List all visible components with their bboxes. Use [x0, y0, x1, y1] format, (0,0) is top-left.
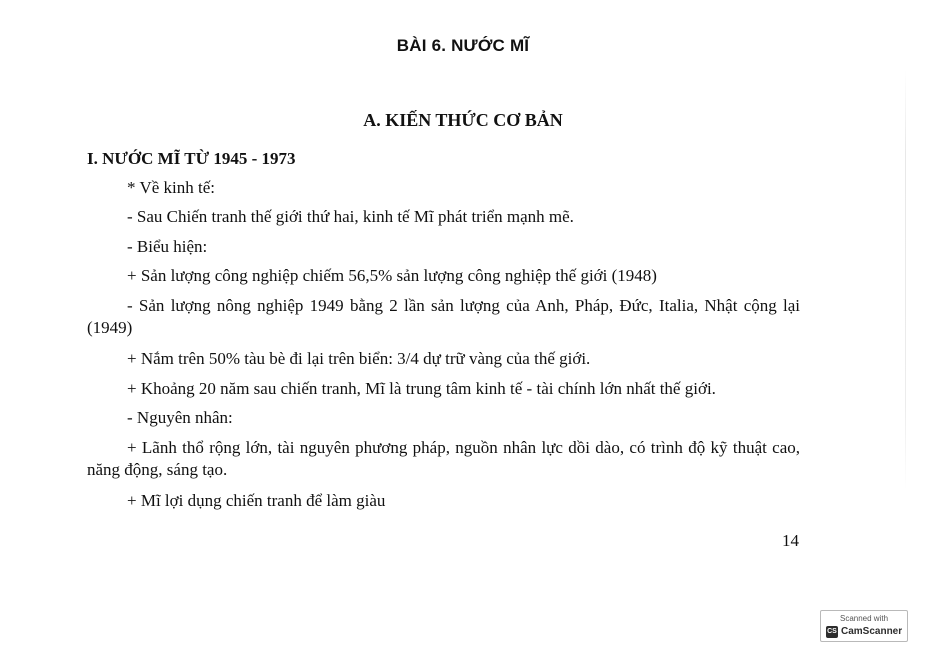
- paragraph-war-profit: + Mĩ lợi dụng chiến tranh để làm giàu: [127, 491, 386, 510]
- paragraph-economy-label: * Về kinh tế:: [127, 178, 215, 197]
- camscanner-watermark: [820, 610, 908, 642]
- paragraph-causes-label: - Nguyên nhân:: [127, 408, 233, 427]
- watermark-caption: Scanned with: [839, 614, 889, 623]
- page-title: BÀI 6. NƯỚC MĨ: [396, 36, 530, 55]
- camscanner-logo-icon: CS: [826, 626, 838, 638]
- part-heading: I. NƯỚC MĨ TỪ 1945 - 1973: [87, 149, 296, 168]
- paragraph-industrial-output: + Sản lượng công nghiệp chiếm 56,5% sản lượng công nghiệp thế giới (1948): [127, 266, 657, 285]
- paragraph-territory-resources: + Lãnh thổ rộng lớn, tài nguyên phương pháp, nguồn nhân lực dồi dào, có trình độ kỹ thuật cao, năng động, sáng tạo.: [87, 438, 800, 479]
- section-heading: A. KIẾN THỨC CƠ BẢN: [363, 110, 563, 130]
- page-edge-shadow: [905, 70, 906, 490]
- paragraph-shipping-gold: + Nắm trên 50% tàu bè đi lại trên biển: 3/4 dự trữ vàng của thế giới.: [127, 349, 591, 368]
- watermark-brand-name: CamScanner: [841, 626, 903, 637]
- paragraph-economy-growth: - Sau Chiến tranh thế giới thứ hai, kinh tế Mĩ phát triển mạnh mẽ.: [127, 207, 574, 226]
- paragraph-agricultural-output: - Sản lượng nông nghiệp 1949 bằng 2 lần sản lượng của Anh, Pháp, Đức, Italia, Nhật cộng lại (1949): [87, 296, 800, 337]
- paragraph-evidence-label: - Biểu hiện:: [127, 237, 208, 256]
- paragraph-economic-center: + Khoảng 20 năm sau chiến tranh, Mĩ là trung tâm kinh tế - tài chính lớn nhất thế giới.: [127, 379, 716, 398]
- page-number: 14: [782, 531, 799, 550]
